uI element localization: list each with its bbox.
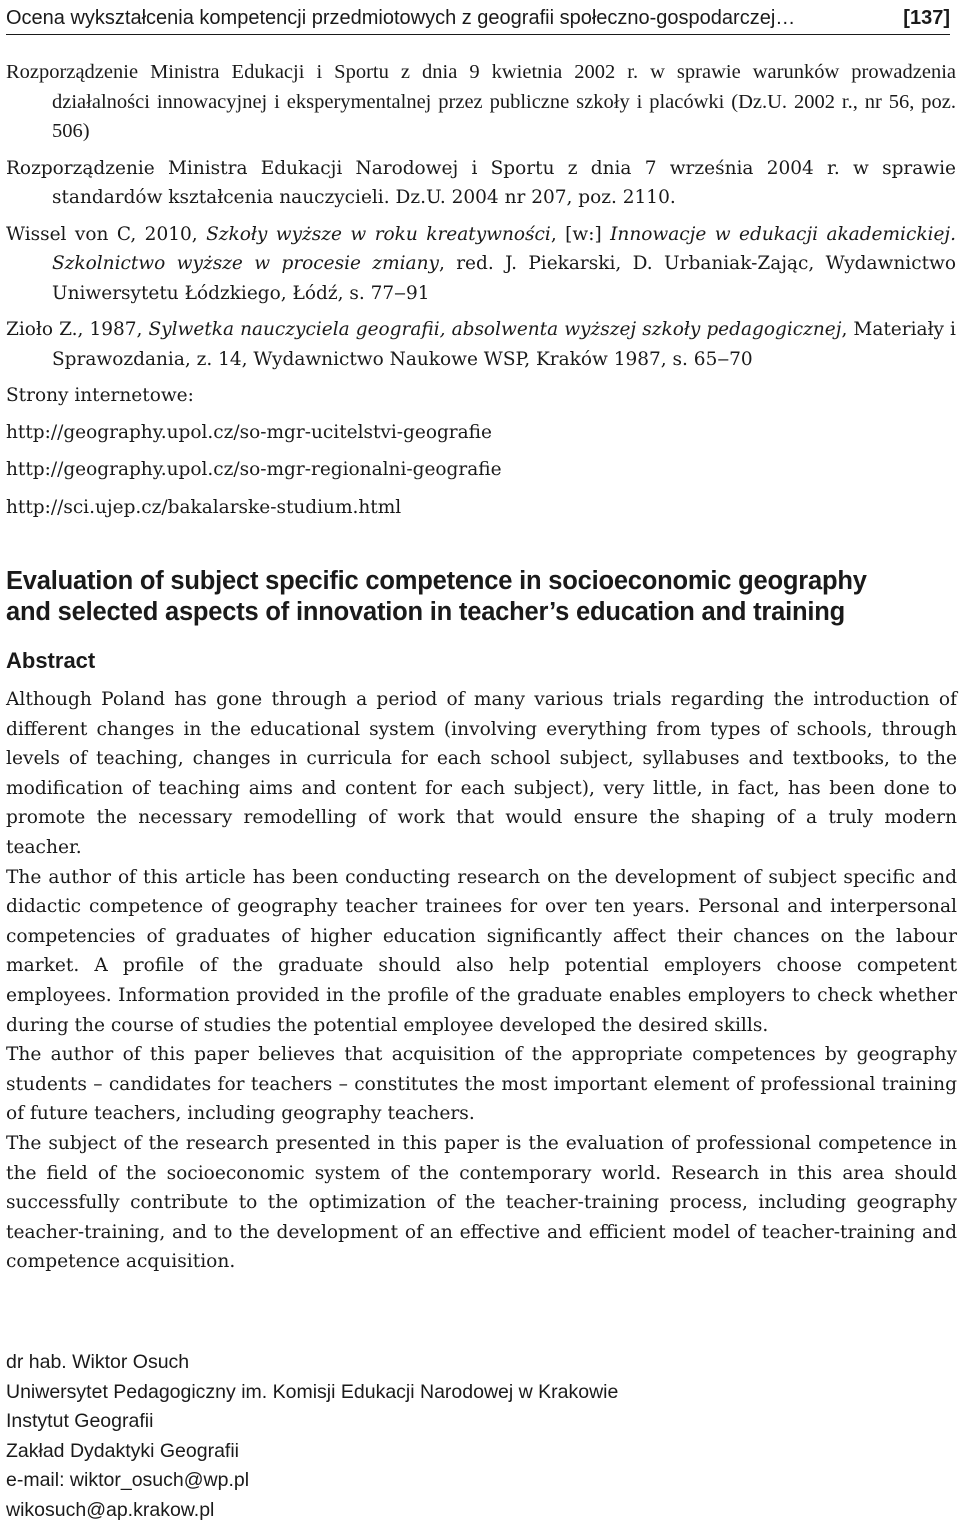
reference-item: Rozporządzenie Ministra Edukacji Narodowej i Sportu z dnia 7 września 2004 r. w sprawie standardów kształcenia nauczycieli. Dz.U. 2004 nr 207, poz. 2110. bbox=[6, 157, 956, 208]
author-department: Zakład Dydaktyki Geografii bbox=[6, 1439, 240, 1462]
website-link[interactable]: http://sci.ujep.cz/bakalarske-studium.html bbox=[6, 496, 402, 518]
english-title bbox=[6, 566, 956, 628]
running-title: Ocena wykształcenia kompetencji przedmiotowych z geografii społeczno-gospodarczej… bbox=[6, 7, 796, 29]
website-link[interactable]: http://geography.upol.cz/so-mgr-ucitelstvi-geografie bbox=[6, 421, 492, 443]
author-email[interactable]: wikosuch@ap.krakow.pl bbox=[6, 1498, 215, 1521]
author-university: Uniwersytet Pedagogiczny im. Komisji Edukacji Narodowej w Krakowie bbox=[6, 1380, 619, 1403]
author-name: dr hab. Wiktor Osuch bbox=[6, 1351, 190, 1373]
english-title-line: Evaluation of subject specific competence in socioeconomic geography bbox=[6, 567, 867, 595]
reference-item: Wissel von C, 2010, Szkoły wyższe w roku kreatywności, [w:] Innowacje w edukacji akademickiej. Szkolnictwo wyższe w procesie zmiany, red. J. Piekarski, D. Urbaniak-Zając, Wydawnictwo Uniwersytetu Łódzkiego, Łódź, s. 77‒91 bbox=[6, 223, 957, 304]
english-title-line: and selected aspects of innovation in teacher’s education and training bbox=[6, 598, 846, 626]
reference-item: Rozporządzenie Ministra Edukacji i Sportu z dnia 9 kwietnia 2002 r. w sprawie warunków prowadzenia działalności innowacyjnej i eksperymentalnej przez publiczne szkoły i placówki (Dz.U. 2002 r., nr 56, poz. 506) bbox=[6, 61, 956, 142]
websites-label: Strony internetowe: bbox=[6, 385, 194, 406]
abstract-body bbox=[6, 685, 957, 1277]
author-block bbox=[6, 1348, 956, 1525]
abstract-heading: Abstract bbox=[6, 648, 96, 673]
running-header bbox=[6, 4, 950, 35]
abstract-paragraph: The author of this paper believes that acquisition of the appropriate competences by geography students – candidates for teachers – constitutes the most important element of professional training of future teachers, including geography teachers. bbox=[6, 1044, 957, 1125]
abstract-paragraph: Although Poland has gone through a period of many various trials regarding the introduction of different changes in the educational system (involving everything from types of schools, through levels of teaching, changes in curricula for each school subject, syllabuses and textbooks, to the modification of teaching aims and content for each subject), very little, in fact, has been done to promote the necessary remodelling of work that would ensure the shaping of a truly modern teacher. bbox=[6, 689, 957, 858]
author-institute: Instytut Geografii bbox=[6, 1410, 154, 1432]
reference-item: Zioło Z., 1987, Sylwetka nauczyciela geografii, absolwenta wyższej szkoły pedagogicznej, Materiały i Sprawozdania, z. 14, Wydawnictwo Naukowe WSP, Kraków 1987, s. 65‒70 bbox=[6, 319, 956, 370]
references-list bbox=[6, 58, 956, 530]
page-number: [137] bbox=[903, 7, 950, 29]
abstract-paragraph: The subject of the research presented in this paper is the evaluation of professional competence in the field of the socioeconomic system of the contemporary world. Research in this area should successfully contribute to the optimization of the teacher-training process, including geography teacher-training, and to the development of an effective and efficient model of teacher-training and competence acquisition. bbox=[6, 1132, 957, 1273]
website-link[interactable]: http://geography.upol.cz/so-mgr-regionalni-geografie bbox=[6, 459, 502, 480]
abstract-paragraph: The author of this article has been conducting research on the development of subject specific and didactic competence of geography teacher trainees for over ten years. Personal and interpersonal competencies of graduates of higher education significantly affect their chances on the labour market. A profile of the graduate should also help potential employers choose competent employees. Information provided in the profile of the graduate enables employers to check whether during the course of studies the potential employee developed the desired skills. bbox=[6, 866, 957, 1036]
author-email[interactable]: e-mail: wiktor_osuch@wp.pl bbox=[6, 1469, 250, 1491]
